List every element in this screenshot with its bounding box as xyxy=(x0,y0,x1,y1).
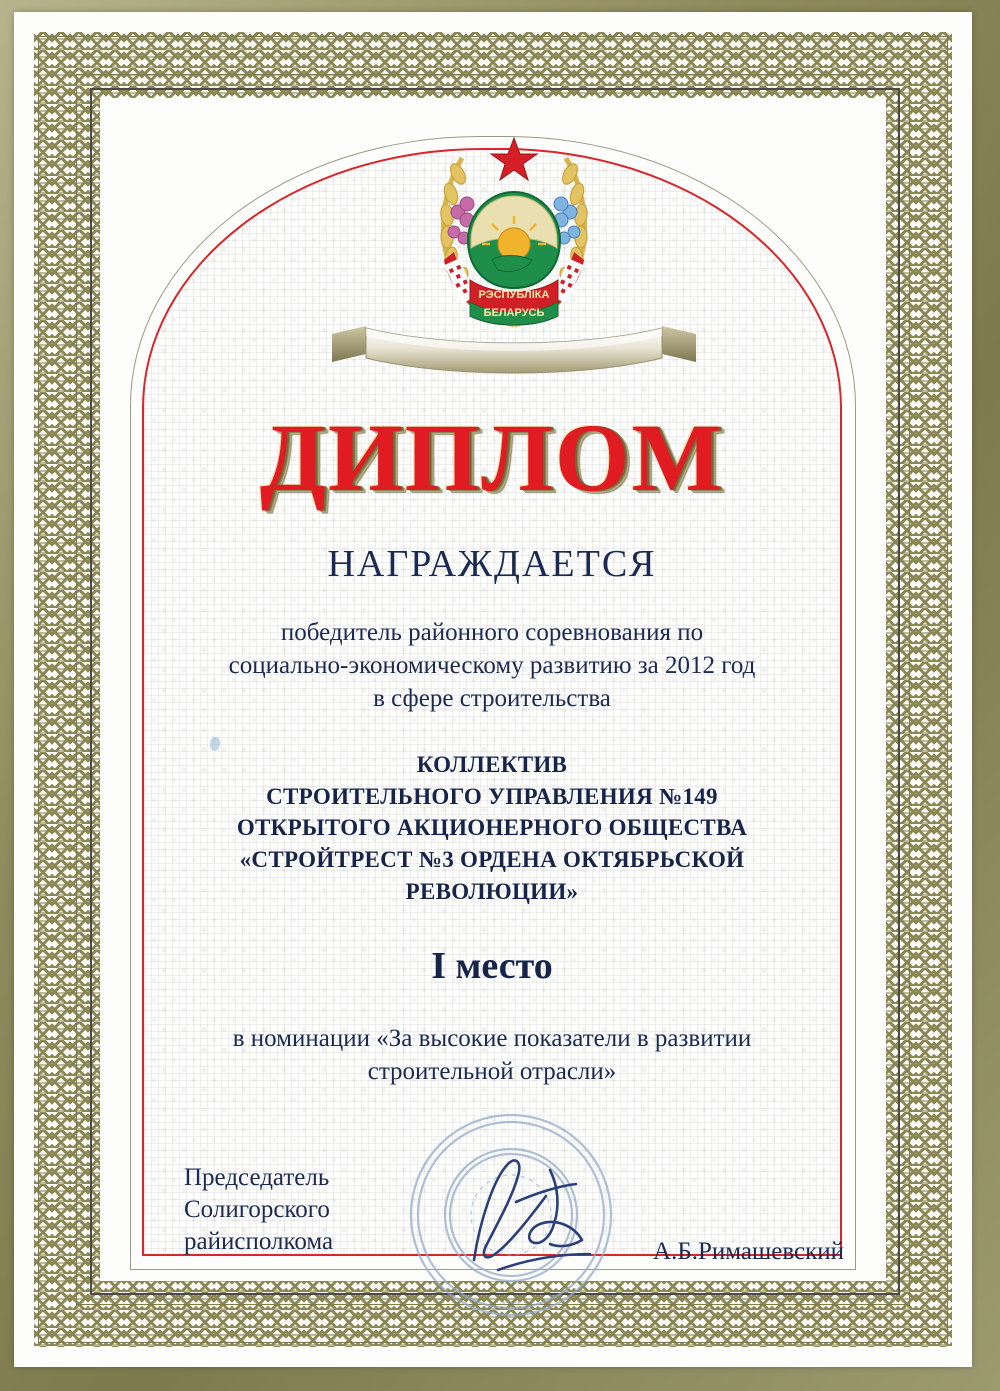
recipient-line-4: «СТРОЙТРЕСТ №3 ОРДЕНА ОКТЯБРЬСКОЙ xyxy=(239,847,745,873)
signer-name: А.Б.Римашевский xyxy=(653,1238,844,1265)
nomination-line-2: строительной отрасли» xyxy=(367,1058,617,1086)
awarded-label: НАГРАЖДАЕТСЯ xyxy=(327,543,657,585)
signer-position-line-1: Председатель xyxy=(184,1164,330,1191)
emblem-ribbon-line1: РЭСПУБЛІКА xyxy=(478,289,550,301)
recipient-line-5: РЕВОЛЮЦИИ» xyxy=(405,878,579,904)
svg-text:* * *: * * * xyxy=(501,1299,521,1311)
signer-position-line-3: райисполкома xyxy=(184,1228,334,1255)
state-emblem-icon xyxy=(414,120,614,335)
recipient-line-3: ОТКРЫТОГО АКЦИОНЕРНОГО ОБЩЕСТВА xyxy=(236,815,748,841)
place-award: I место xyxy=(431,944,553,987)
recipient-text xyxy=(160,749,824,908)
signer-position-line-2: Солигорского xyxy=(184,1196,330,1223)
certificate-sheet xyxy=(14,12,972,1367)
reason-text xyxy=(160,616,824,715)
reason-line-1: победитель районного соревнования по xyxy=(280,619,704,646)
nomination-line-1: в номинации «За высокие показатели в развитии xyxy=(232,1024,752,1052)
reason-line-2: социально-экономическому развитию за 2012 год xyxy=(228,652,756,679)
nomination-text xyxy=(160,1022,824,1090)
reason-line-3: в сфере строительства xyxy=(373,685,611,712)
emblem-ribbon-line2: БЕЛАРУСЬ xyxy=(483,307,545,319)
decorative-ribbon xyxy=(326,320,702,380)
signer-position xyxy=(184,1162,333,1258)
certificate-content xyxy=(160,392,824,1089)
page-title: ДИПЛОМ xyxy=(259,404,725,511)
recipient-line-1: КОЛЛЕКТИВ xyxy=(416,752,568,777)
recipient-line-2: СТРОИТЕЛЬНОГО УПРАВЛЕНИЯ №149 xyxy=(266,783,718,809)
